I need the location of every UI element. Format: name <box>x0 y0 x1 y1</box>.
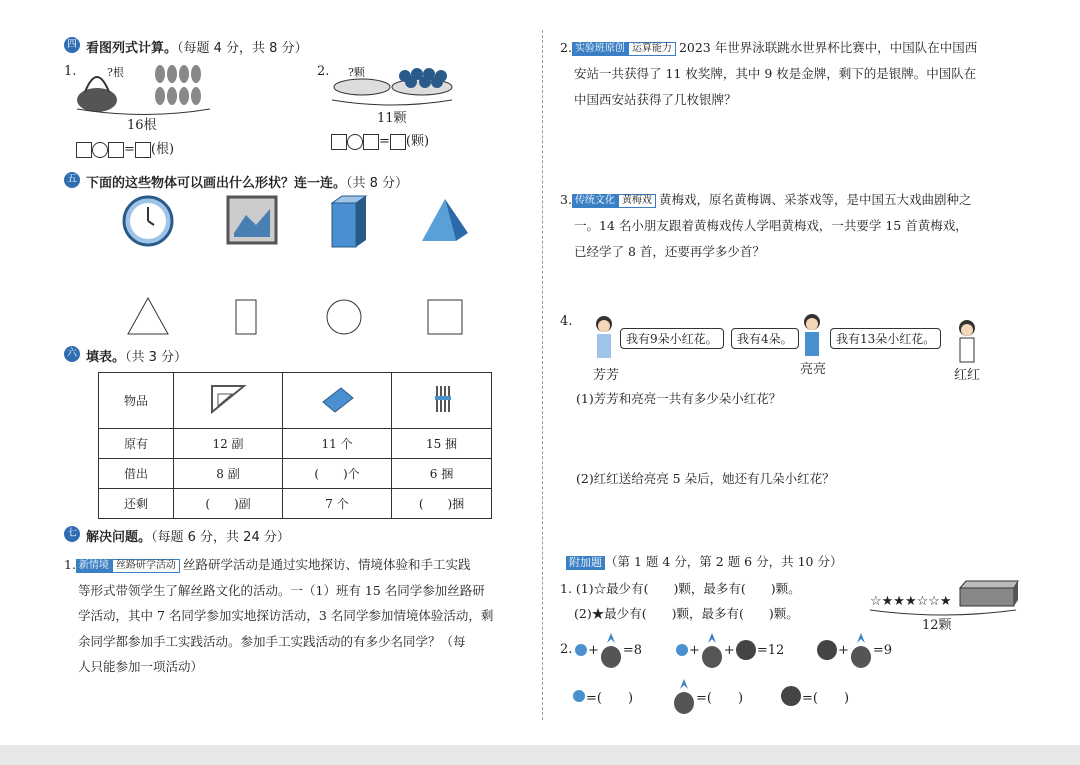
square-shape <box>428 300 462 334</box>
table-cell: 原有 <box>99 429 174 459</box>
r-q3-line: 黄梅戏，原名黄梅调、采茶戏等，是中国五大戏曲剧种之 <box>658 192 972 207</box>
operator-circle[interactable] <box>347 134 363 150</box>
s5-title-text: 下面的这些物体可以画出什么形状？连一连。 <box>86 176 347 191</box>
table-cell: 借出 <box>99 459 174 489</box>
table-cell: 6 捆 <box>392 459 492 489</box>
r-q2-line: 中国西安站获得了几枚银牌？ <box>574 92 737 107</box>
s7-q1-line: 学活动，其中 7 名同学参加实地探访活动，3 名同学参加情境体验活动，剩 <box>78 608 494 623</box>
speech-bubble-liangliang: 我有4朵。 <box>731 328 799 349</box>
s4-q2-unit: (颗) <box>405 134 430 149</box>
s7-score: （每题 6 分，共 24 分） <box>151 530 290 545</box>
s6-score: （共 3 分） <box>125 350 188 365</box>
equals-sign: = <box>379 134 390 149</box>
answer-blank-3[interactable]: =( ) <box>802 690 850 706</box>
answer-blank-2[interactable]: =( ) <box>696 690 744 706</box>
table-cell <box>392 373 492 429</box>
equation-2 <box>675 630 784 670</box>
r-q4-part2: (2)红红送给亮亮 5 朵后，她还有几朵小红花？ <box>576 471 835 486</box>
pineapple-icon <box>599 631 623 669</box>
section-5-title <box>86 172 408 191</box>
gift-box-icon <box>958 578 1020 608</box>
s4-q2-label: 2. <box>317 64 330 79</box>
extra-q2-label: 2. <box>560 642 573 657</box>
clock-icon <box>124 197 172 245</box>
s7-q1-label: 1. <box>64 557 76 572</box>
eq-result-2: =12 <box>756 642 785 658</box>
plus-sign: + <box>689 642 700 658</box>
r-q4-part1: (1)芳芳和亮亮一共有多少朵小红花？ <box>576 391 782 406</box>
table-cell: 11 个 <box>283 429 392 459</box>
s4-title-text: 看图列式计算。 <box>86 41 178 56</box>
table-cell <box>283 373 392 429</box>
table-cell <box>174 373 283 429</box>
answer-box[interactable] <box>135 142 151 158</box>
circle-shape <box>327 300 361 334</box>
blue-ball-icon <box>572 688 586 704</box>
s7-q1-line: 余同学都参加手工实践活动。参加手工实践活动的有多少名同学？（每 <box>78 633 466 649</box>
box-icon <box>332 196 366 247</box>
table-row <box>99 429 492 459</box>
section-badge-4: 四 <box>64 37 80 53</box>
r-q2-line: 安站一共获得了 11 枚奖牌，其中 9 枚是金牌，剩下的是银牌。中国队在 <box>574 66 977 81</box>
section-badge-6: 六 <box>64 346 80 362</box>
eq-result-3: =9 <box>872 642 893 658</box>
s6-title-text: 填表。 <box>86 350 126 365</box>
s4-q1-formula <box>76 138 174 158</box>
r-q3 <box>560 187 971 265</box>
table-cell: 8 副 <box>174 459 283 489</box>
r-q3-line: 已经学了 8 首，还要再学多少首？ <box>574 244 765 259</box>
table-cell: 7 个 <box>283 489 392 519</box>
table-cell: 15 捆 <box>392 429 492 459</box>
equals-sign: = <box>124 142 135 157</box>
pencil-sharpener-icon <box>317 382 357 416</box>
table-cell[interactable]: ( )个 <box>283 459 392 489</box>
dark-ball-icon <box>816 639 838 661</box>
table-cell: 12 副 <box>174 429 283 459</box>
s7-title-text: 解决问题。 <box>86 530 152 545</box>
table-row <box>99 373 492 429</box>
s4-q2-formula <box>331 130 429 150</box>
r-q2-line: 2023 年世界泳联跳水世界杯比赛中，中国队在中国西 <box>678 40 978 55</box>
basket-carrots-picture <box>75 62 215 117</box>
r-q3-line: 一。14 名小朋友跟着黄梅戏传人学唱黄梅戏，一共要学 15 首黄梅戏， <box>574 218 968 233</box>
operator-circle[interactable] <box>92 142 108 158</box>
answer-box[interactable] <box>390 134 406 150</box>
dark-ball-icon <box>735 639 757 661</box>
r-q2 <box>560 35 977 113</box>
answer-2 <box>672 676 743 716</box>
extra-q1-line1: 1. (1)☆最少有( )颗，最多有( )颗。 <box>560 581 801 596</box>
rectangle-shape <box>236 300 256 334</box>
triangle-ruler-icon <box>208 382 248 416</box>
tag-culture: 传统文化 <box>572 194 618 208</box>
plus-sign: + <box>588 642 599 658</box>
name-fangfang: 芳芳 <box>593 368 620 383</box>
answer-blank-1[interactable]: =( ) <box>586 690 634 706</box>
s4-score: （每题 4 分，共 8 分） <box>177 41 308 56</box>
box-count-label: 12颗 <box>922 618 952 633</box>
tag-skill: 运算能力 <box>628 42 676 56</box>
extra-header <box>566 552 842 570</box>
answer-box[interactable] <box>363 134 379 150</box>
pineapple-icon <box>849 631 873 669</box>
section-badge-7: 七 <box>64 526 80 542</box>
s7-q1-line: 等形式带领学生了解丝路文化的活动。一（1）班有 15 名同学参加丝路研 <box>78 582 485 598</box>
table-cell: 还剩 <box>99 489 174 519</box>
s7-q1-line: 丝路研学活动是通过实地探访、情境体验和手工实践 <box>182 557 471 572</box>
boy-liangliang-icon <box>800 312 824 358</box>
extra-score: （第 1 题 4 分，第 2 题 6 分，共 10 分） <box>605 554 843 569</box>
dark-ball-icon <box>780 685 802 707</box>
triangle-shape <box>128 298 168 334</box>
table-row <box>99 459 492 489</box>
tag-lab-original: 实验班原创 <box>572 42 628 56</box>
eq-result-1: =8 <box>622 642 643 658</box>
s7-q1-line: 人只能参加一项活动） <box>78 659 204 674</box>
s4-q1-label: 1. <box>64 64 77 79</box>
shapes-row <box>126 296 470 338</box>
page-divider <box>542 30 543 720</box>
s4-q1-unit: (根) <box>150 142 175 157</box>
picture-frame-icon <box>228 197 276 243</box>
r-q4-label: 4. <box>560 314 573 329</box>
table-cell[interactable]: ( )捆 <box>392 489 492 519</box>
tag-new-context: 新情境 <box>76 559 112 573</box>
plus-sign: + <box>838 642 849 658</box>
r-q3-label: 3. <box>560 192 572 207</box>
s4-q2-total: 11颗 <box>377 111 407 126</box>
blue-ball-icon <box>675 642 689 658</box>
pineapple-icon <box>672 677 696 715</box>
plus-sign: + <box>723 642 735 658</box>
s4-q2-unknown: ?颗 <box>348 66 365 79</box>
objects-row <box>120 193 480 253</box>
girl-fangfang-icon <box>592 314 616 362</box>
s4-q1-unknown: ?根 <box>107 66 124 79</box>
section-6-title <box>86 346 187 365</box>
bottom-bar <box>0 745 1080 765</box>
name-honghong: 红红 <box>954 368 981 383</box>
r-q2-label: 2. <box>560 40 572 55</box>
answer-box[interactable] <box>76 142 92 158</box>
pyramid-icon <box>422 199 468 241</box>
tag-topic: 丝路研学活动 <box>112 559 180 573</box>
s7-q1 <box>64 552 493 680</box>
girl-honghong-icon <box>955 318 979 364</box>
stick-bundle-icon <box>427 382 457 416</box>
s5-score: （共 8 分） <box>346 176 409 191</box>
answer-1 <box>572 676 633 716</box>
extra-q1-line2: (2)★最少有( )颗，最多有( )颗。 <box>574 606 799 621</box>
tag-extra: 附加题 <box>566 556 605 570</box>
blue-ball-icon <box>574 642 588 658</box>
star-row: ☆★★★☆☆★ <box>870 594 952 609</box>
table-cell: 物品 <box>99 373 174 429</box>
equation-1 <box>574 630 642 670</box>
answer-3 <box>780 676 849 716</box>
table-row <box>99 489 492 519</box>
speech-bubble-fangfang: 我有9朵小红花。 <box>620 328 724 349</box>
answer-box[interactable] <box>108 142 124 158</box>
s4-q1-total: 16根 <box>127 118 157 133</box>
section-7-title <box>86 526 290 545</box>
section-4-title <box>86 37 308 56</box>
answer-box[interactable] <box>331 134 347 150</box>
name-liangliang: 亮亮 <box>800 362 827 377</box>
fill-table <box>98 372 492 519</box>
section-badge-5: 五 <box>64 172 80 188</box>
equation-3 <box>816 630 892 670</box>
speech-bubble-honghong: 我有13朵小红花。 <box>830 328 941 349</box>
pineapple-icon <box>700 631 724 669</box>
tag-opera: 黄梅戏 <box>618 194 656 208</box>
table-cell[interactable]: ( )副 <box>174 489 283 519</box>
